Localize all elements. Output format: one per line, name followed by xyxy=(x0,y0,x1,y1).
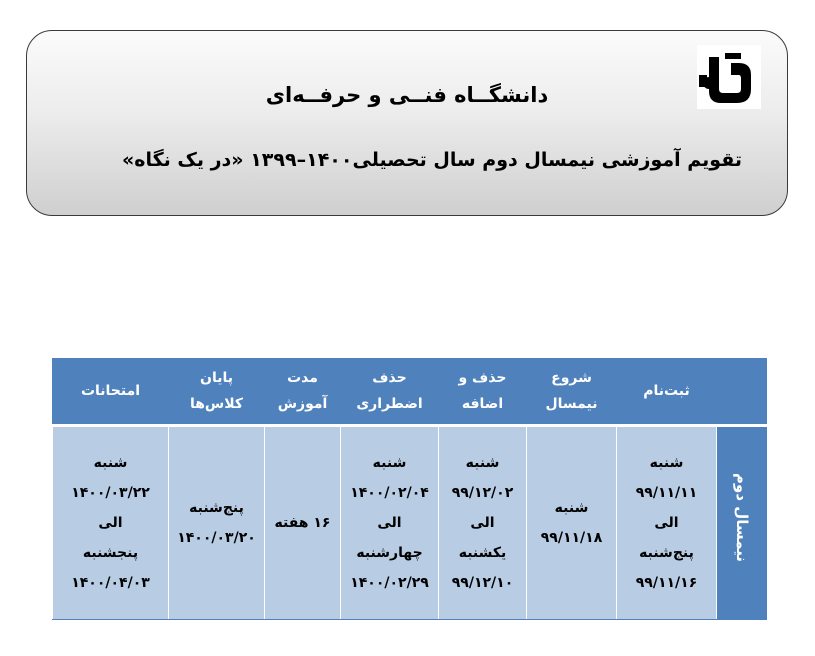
table-header-row xyxy=(53,358,767,426)
header-exams: امتحانات xyxy=(53,358,169,426)
header-semester-start: شروع نیمسال xyxy=(527,358,617,426)
row-label-second-semester: نیمسال دوم xyxy=(717,426,767,620)
table-row xyxy=(53,426,767,620)
header-emergency-drop: حذف اضطراری xyxy=(341,358,439,426)
university-name: دانشگــاه فنــی و حرفــه‌ای xyxy=(265,83,549,107)
academic-calendar-table xyxy=(52,358,767,620)
cell-semester-start: شنبه ۹۹/۱۱/۱۸ xyxy=(527,426,617,620)
header-banner xyxy=(26,30,788,216)
cell-add-drop: شنبه ۹۹/۱۲/۰۲ الی یکشنبه ۹۹/۱۲/۱۰ xyxy=(439,426,527,620)
header-teaching-duration: مدت آموزش xyxy=(265,358,341,426)
cell-exams: شنبه ۱۴۰۰/۰۳/۲۲ الی پنجشنبه ۱۴۰۰/۰۴/۰۳ xyxy=(53,426,169,620)
cell-teaching-duration: ۱۶ هفته xyxy=(265,426,341,620)
header-registration: ثبت‌نام xyxy=(617,358,717,426)
cell-registration: شنبه ۹۹/۱۱/۱۱ الی پنج‌شنبه ۹۹/۱۱/۱۶ xyxy=(617,426,717,620)
header-classes-end: پایان کلاس‌ها xyxy=(169,358,265,426)
header-corner xyxy=(717,358,767,426)
header-add-drop: حذف و اضافه xyxy=(439,358,527,426)
calendar-subtitle: تقویم آموزشی نیمسال دوم سال تحصیلی۱۴۰۰–۱۳۹۹ «در یک نگاه» xyxy=(121,149,743,171)
cell-classes-end: پنج‌شنبه ۱۴۰۰/۰۳/۲۰ xyxy=(169,426,265,620)
cell-emergency-drop: شنبه ۱۴۰۰/۰۲/۰۴ الی چهارشنبه ۱۴۰۰/۰۲/۲۹ xyxy=(341,426,439,620)
